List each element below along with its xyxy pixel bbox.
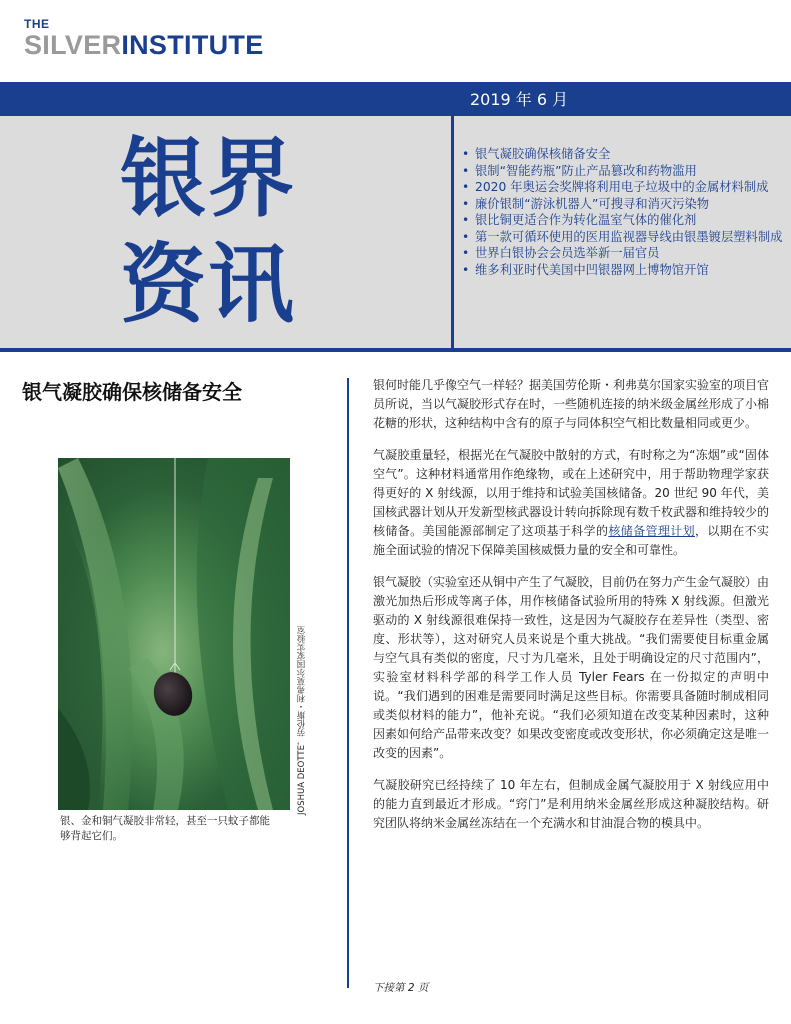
continued-on-page: 下接第 2 页 [373,982,429,994]
banner-top-bar [0,82,791,116]
silver-institute-logo [24,18,264,60]
article-paragraph-3: 银气凝胶（实验室还从铜中产生了气凝胶，目前仍在努力产生金气凝胶）由激光加热后形成等离子体，用作核储备试验所用的特殊 X 射线源。但激光驱动的 X 射线源很难保持一致性，这是因为气凝胶存在差异性（类型、密度、形状等），这对研究人员来说是个重大挑战。“我们需要使目标重金属与空气具有类似的密度，尺寸为几毫米，且处于明确设定的尺寸范围内”，实验室材料科学部的科学工作人员 Tyler Fears 在一份拟定的声明中说。“我们遇到的困难是需要同时满足这些目标。你需要具备随时制成相同或类似材料的能力”，他补充说。“我们必须知道在改变某种因素时，这种因素如何给产品带来改变？如果改变密度或改变形状，你必须确定这是唯一改变的因素”。 [373,575,770,760]
toc-item[interactable]: • 银气凝胶确保核储备安全 [462,146,784,163]
logo-wordmark [24,30,264,60]
logo-institute: INSTITUTE [121,30,264,60]
toc-item[interactable]: • 世界白银协会会员选举新一届官员 [462,245,784,262]
toc-item[interactable]: • 2020 年奥运会奖牌将利用电子垃圾中的金属材料制成 [462,179,784,196]
article-paragraph-1: 银何时能几乎像空气一样轻？据美国劳伦斯・利弗莫尔国家实验室的项目官员所说，当以气凝胶形式存在时，一些随机连接的纳米级金属丝形成了小棉花糖的形状，这种结构中含有的原子与同体积空气相比数量相同或更少。 [373,378,770,430]
table-of-contents [462,146,784,278]
banner-bottom-bar [0,348,791,352]
article-paragraph-2 [373,446,769,560]
article-paragraph-4: 气凝胶研究已经持续了 10 年左右，但制成金属气凝胶用于 X 射线应用中的能力直到最近才形成。“窍门”是利用纳米金属丝形成这种凝胶结构。研究团队将纳米金属丝冻结在一个充满水和甘油混合物的模具中。 [373,778,769,830]
logo-the: THE [24,17,50,31]
toc-item[interactable]: • 第一款可循环使用的医用监视器导线由银墨镀层塑料制成 [462,229,784,246]
newsletter-title-line2: 资讯 [120,235,296,335]
banner-divider [451,116,454,348]
photo-credit: JOSHUA DEOTTE，劳伦斯・利弗莫尔国家实验室 [297,626,307,815]
newsletter-title-line1: 银界 [120,129,296,229]
logo-silver: SILVER [24,30,122,60]
article-body [373,376,769,846]
toc-item[interactable]: • 银制“智能药瓶”防止产品篡改和药物滥用 [462,163,784,180]
toc-item[interactable]: • 维多利亚时代美国中凹银器网上博物馆开馆 [462,262,784,279]
stockpile-stewardship-link[interactable]: 核储备管理计划 [608,524,696,538]
column-divider [347,378,349,988]
paragraph-2-text-before: 气凝胶重量轻，根据光在气凝胶中散射的方式，有时称之为“冻烟”或“固体空气”。这种材料通常用作绝缘物，或在上述研究中，用于帮助物理学家获得更好的 X 射线源，以用于维持和试验美国核储备。20 世纪 90 年代，美国核武器计划从开发新型核武器设计转向拆除现有数千枚武器和维持较少的核储备。美国能源部制定了这项基于科学的 [373,448,770,538]
issue-date: 2019 年 6 月 [470,90,569,109]
toc-item[interactable]: • 廉价银制“游泳机器人”可搜寻和消灭污染物 [462,196,784,213]
toc-item[interactable]: • 银比铜更适合作为转化温室气体的催化剂 [462,212,784,229]
article-title: 银气凝胶确保核储备安全 [22,380,242,404]
photo-caption: 银、金和铜气凝胶非常轻，甚至一只蚊子都能够背起它们。 [60,815,270,842]
aerogel-photo [58,458,290,810]
aerogel-photo-illustration [58,458,290,810]
newsletter-title [120,126,420,338]
paragraph-2-text-after: ，以期在不实施全面试验的情况下保障美国核威慑力量的安全和可靠性。 [373,524,769,557]
